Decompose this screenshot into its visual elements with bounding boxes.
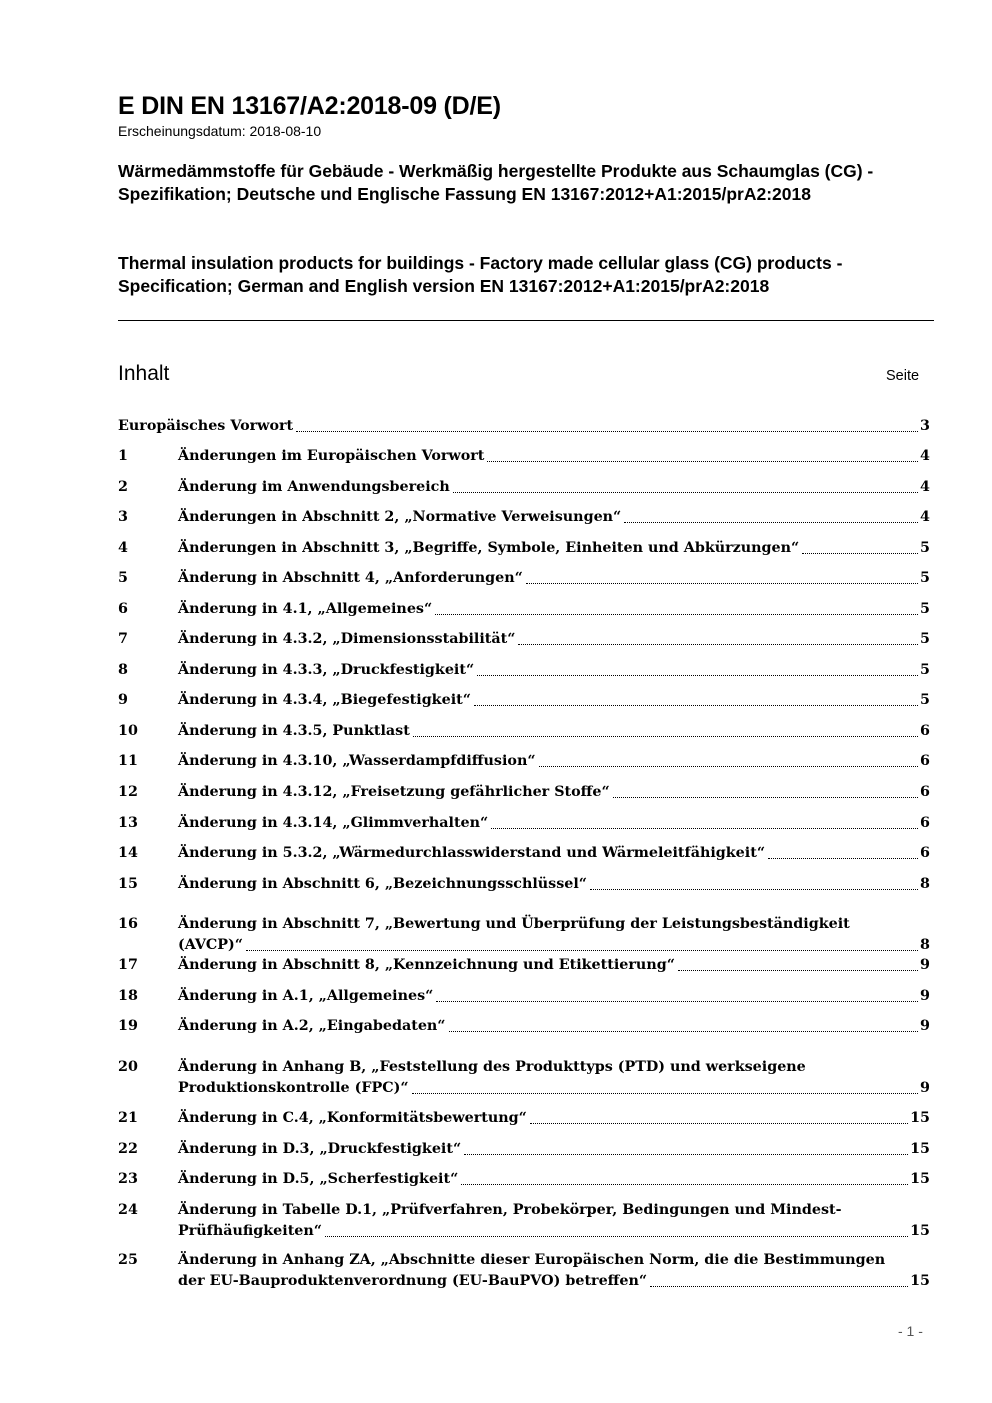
toc-entry-number: 20: [118, 1059, 138, 1075]
toc-entry-title: Änderungen in Abschnitt 2, „Normative Verweisungen“: [178, 509, 622, 525]
toc-entry-page: 15: [910, 1171, 930, 1187]
toc-entry-page: 4: [920, 509, 930, 525]
toc-entry-page: 9: [920, 988, 930, 1004]
toc-entry-number: 9: [118, 692, 128, 708]
title-english: Thermal insulation products for buildings - Factory made cellular glass (CG) products - Specification; German and English version EN 13167:2012+A1:2015/prA2:2018: [118, 253, 843, 296]
toc-dot-leader: [539, 765, 918, 767]
toc-entry-number: 24: [118, 1202, 138, 1218]
toc-entry-title: Änderungen im Europäischen Vorwort: [178, 448, 485, 464]
toc-entry-page: 5: [920, 601, 930, 617]
toc-entry-title: Änderung in 4.3.5, Punktlast: [178, 723, 410, 739]
toc-entry-page: 5: [920, 692, 930, 708]
toc-dot-leader: [650, 1285, 908, 1287]
toc-dot-leader: [613, 796, 918, 798]
toc-entry-title: Änderung in 4.1, „Allgemeines“: [178, 601, 433, 617]
toc-entry-number: 5: [118, 570, 128, 586]
toc-entry-number: 23: [118, 1171, 138, 1187]
toc-entry-number: 18: [118, 988, 138, 1004]
toc-entry-page: 6: [920, 845, 930, 861]
toc-entry-title: Änderung in 4.3.2, „Dimensionsstabilität“: [178, 631, 516, 647]
toc-dot-leader: [246, 949, 918, 951]
toc-entry-page: 5: [920, 570, 930, 586]
toc-heading: Inhalt: [118, 362, 170, 385]
toc-entry-title: Änderung in 4.3.12, „Freisetzung gefährlicher Stoffe“: [178, 784, 610, 800]
toc-entry-number: 12: [118, 784, 138, 800]
toc-dot-leader: [768, 857, 918, 859]
toc-dot-leader: [296, 430, 918, 432]
toc-entry-page: 6: [920, 784, 930, 800]
toc-entry-page: 5: [920, 540, 930, 556]
toc-entry-number: 19: [118, 1018, 138, 1034]
toc-dot-leader: [477, 674, 918, 676]
toc-entry-number: 16: [118, 916, 138, 932]
toc-entry-number: 10: [118, 723, 138, 739]
toc-entry-title: Änderung in D.5, „Scherfestigkeit“: [178, 1171, 459, 1187]
toc-entry-page: 15: [910, 1223, 930, 1239]
toc-entry-title: Europäisches Vorwort: [118, 418, 294, 434]
toc-entry-title: Änderung in Abschnitt 6, „Bezeichnungsschlüssel“: [178, 876, 588, 892]
toc-entry-page: 6: [920, 753, 930, 769]
toc-entry-number: 4: [118, 540, 128, 556]
toc-entry-title: Produktionskontrolle (FPC)“: [178, 1080, 409, 1096]
toc-entry-page: 8: [920, 876, 930, 892]
toc-entry-page: 6: [920, 815, 930, 831]
toc-dot-leader: [464, 1153, 908, 1155]
toc-entry-title: Änderung in 4.3.4, „Biegefestigkeit“: [178, 692, 471, 708]
toc-entry-title: Änderung in D.3, „Druckfestigkeit“: [178, 1141, 462, 1157]
toc-dot-leader: [325, 1235, 908, 1237]
page-number: - 1 -: [898, 1323, 923, 1339]
toc-entry-page: 9: [920, 957, 930, 973]
toc-dot-leader: [435, 613, 918, 615]
toc-entry-page: 5: [920, 631, 930, 647]
toc-dot-leader: [449, 1030, 919, 1032]
toc-entry-title: Änderungen in Abschnitt 3, „Begriffe, Symbole, Einheiten und Abkürzungen“: [178, 540, 800, 556]
title-divider: [118, 320, 934, 321]
toc-entry-title: Änderung in Abschnitt 8, „Kennzeichnung und Etikettierung“: [178, 957, 675, 973]
title-german: Wärmedämmstoffe für Gebäude - Werkmäßig hergestellte Produkte aus Schaumglas (CG) - Spezifikation; Deutsche und Englische Fassung EN 13167:2012+A1:2015/prA2:2018: [118, 161, 874, 204]
toc-dot-leader: [461, 1183, 908, 1185]
toc-entry-page: 15: [910, 1273, 930, 1289]
toc-entry-number: 13: [118, 815, 138, 831]
toc-entry-page: 8: [920, 937, 930, 953]
toc-entry-number: 7: [118, 631, 128, 647]
toc-page-column-label: Seite: [886, 368, 920, 384]
toc-entry-title: (AVCP)“: [178, 937, 244, 953]
toc-entry-title: Änderung in Abschnitt 7, „Bewertung und Überprüfung der Leistungsbeständigkeit: [178, 916, 850, 932]
toc-entry-title: der EU-Bauproduktenverordnung (EU-BauPVO) betreffen“: [178, 1273, 648, 1289]
toc-dot-leader: [624, 521, 918, 523]
toc-entry-title: Änderung in Anhang B, „Feststellung des Produkttyps (PTD) und werkseigene: [178, 1059, 806, 1075]
toc-entry-title: Änderung in A.1, „Allgemeines“: [178, 988, 434, 1004]
toc-entry-number: 21: [118, 1110, 138, 1126]
toc-dot-leader: [491, 827, 918, 829]
toc-entry-title: Änderung in Anhang ZA, „Abschnitte dieser Europäischen Norm, die die Bestimmungen: [178, 1252, 886, 1268]
toc-entry-title: Änderung in 5.3.2, „Wärmedurchlasswiderstand und Wärmeleitfähigkeit“: [178, 845, 766, 861]
toc-dot-leader: [518, 643, 918, 645]
toc-entry-number: 3: [118, 509, 128, 525]
toc-entry-page: 6: [920, 723, 930, 739]
toc-dot-leader: [526, 582, 918, 584]
toc-dot-leader: [412, 1092, 918, 1094]
toc-entry-page: 3: [920, 418, 930, 434]
toc-entry-title: Änderung in C.4, „Konformitätsbewertung“: [178, 1110, 527, 1126]
toc-entry-title: Prüfhäufigkeiten“: [178, 1223, 323, 1239]
toc-entry-page: 15: [910, 1110, 930, 1126]
toc-entry-number: 6: [118, 601, 128, 617]
toc-entry-page: 9: [920, 1018, 930, 1034]
toc-entry-title: Änderung in Abschnitt 4, „Anforderungen“: [178, 570, 523, 586]
toc-dot-leader: [474, 704, 918, 706]
release-date: Erscheinungsdatum: 2018-08-10: [118, 123, 322, 139]
toc-entry-number: 14: [118, 845, 138, 861]
toc-entry-page: 9: [920, 1080, 930, 1096]
toc-entry-number: 17: [118, 957, 138, 973]
toc-entry-title: Änderung in Tabelle D.1, „Prüfverfahren, Probekörper, Bedingungen und Mindest-: [178, 1202, 842, 1218]
toc-entry-title: Änderung im Anwendungsbereich: [178, 479, 450, 495]
toc-entry-number: 22: [118, 1141, 138, 1157]
toc-dot-leader: [678, 969, 918, 971]
toc-entry-title: Änderung in 4.3.3, „Druckfestigkeit“: [178, 662, 475, 678]
toc-entry-number: 11: [118, 753, 138, 769]
toc-dot-leader: [487, 460, 918, 462]
document-id: E DIN EN 13167/A2:2018-09 (D/E): [118, 92, 501, 120]
toc-entry-number: 1: [118, 448, 128, 464]
toc-dot-leader: [590, 888, 918, 890]
toc-entry-page: 4: [920, 448, 930, 464]
toc-dot-leader: [802, 552, 918, 554]
toc-entry-number: 25: [118, 1252, 138, 1268]
toc-entry-number: 15: [118, 876, 138, 892]
toc-dot-leader: [530, 1122, 908, 1124]
toc-entry-number: 2: [118, 479, 128, 495]
toc-entry-title: Änderung in 4.3.10, „Wasserdampfdiffusion“: [178, 753, 536, 769]
toc-entry-page: 15: [910, 1141, 930, 1157]
toc-dot-leader: [436, 1000, 918, 1002]
toc-entry-page: 5: [920, 662, 930, 678]
toc-entry-number: 8: [118, 662, 128, 678]
toc-entry-title: Änderung in A.2, „Eingabedaten“: [178, 1018, 446, 1034]
toc-dot-leader: [413, 735, 918, 737]
toc-entry-title: Änderung in 4.3.14, „Glimmverhalten“: [178, 815, 489, 831]
toc-entry-page: 4: [920, 479, 930, 495]
toc-dot-leader: [453, 491, 918, 493]
